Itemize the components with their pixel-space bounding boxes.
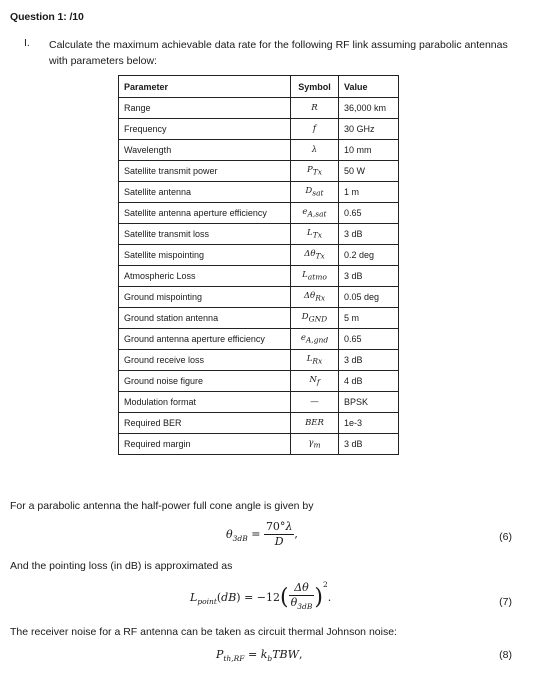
parameter-cell: Satellite transmit loss (119, 224, 291, 245)
symbol-cell: $L_{Tx}$ (291, 224, 339, 245)
header-symbol: Symbol (291, 76, 339, 98)
value-cell: 1 m (339, 182, 399, 203)
list-number: I. (24, 37, 30, 49)
table-row (119, 203, 399, 224)
value-cell: 3 dB (339, 434, 399, 455)
table-row (119, 182, 399, 203)
value-cell: 0.65 (339, 329, 399, 350)
table-row (119, 434, 399, 455)
parameter-cell: Ground receive loss (119, 350, 291, 371)
equation-number-7: (7) (499, 596, 512, 608)
table-row (119, 329, 399, 350)
parameter-table (118, 75, 399, 455)
equation-noise: $P_{th,RF} = k_bTBW$, (216, 648, 303, 664)
value-cell: 10 mm (339, 140, 399, 161)
parameter-cell: Ground mispointing (119, 287, 291, 308)
parameter-cell: Ground noise figure (119, 371, 291, 392)
symbol-cell: f (291, 119, 339, 140)
symbol-cell: $N_f$ (291, 371, 339, 392)
parameter-cell: Ground antenna aperture efficiency (119, 329, 291, 350)
equation-number-6: (6) (499, 531, 512, 543)
value-cell: 0.05 deg (339, 287, 399, 308)
value-cell: 0.2 deg (339, 245, 399, 266)
value-cell: 5 m (339, 308, 399, 329)
value-cell: 1e-3 (339, 413, 399, 434)
table-row (119, 266, 399, 287)
parameter-cell: Atmospheric Loss (119, 266, 291, 287)
table-row (119, 245, 399, 266)
value-cell: 30 GHz (339, 119, 399, 140)
equation-number-8: (8) (499, 649, 512, 661)
table-row (119, 161, 399, 182)
parameter-cell: Frequency (119, 119, 291, 140)
value-cell: 36,000 km (339, 98, 399, 119)
table-row (119, 350, 399, 371)
parameter-cell: Satellite antenna (119, 182, 291, 203)
parameter-cell: Satellite mispointing (119, 245, 291, 266)
value-cell: 3 dB (339, 350, 399, 371)
symbol-cell: — (291, 392, 339, 413)
paragraph-receiver-noise: The receiver noise for a RF antenna can be taken as circuit thermal Johnson noise: (10, 626, 397, 638)
parameter-cell: Satellite transmit power (119, 161, 291, 182)
table-header-row (119, 76, 399, 98)
symbol-cell: R (291, 98, 339, 119)
parameter-cell: Required BER (119, 413, 291, 434)
table-row (119, 140, 399, 161)
header-parameter: Parameter (119, 76, 291, 98)
symbol-cell: $P_{Tx}$ (291, 161, 339, 182)
paragraph-pointing-loss: And the pointing loss (in dB) is approximated as (10, 560, 233, 572)
equation-pointing-loss: $L_{point}(dB) = -12$( $\frac{\Delta\theta}{\theta_{3dB}}$ )$^2$. (190, 580, 332, 612)
symbol-cell: BER (291, 413, 339, 434)
table-row (119, 413, 399, 434)
header-value: Value (339, 76, 399, 98)
symbol-cell: $e_{A,gnd}$ (291, 329, 339, 350)
table-row (119, 392, 399, 413)
table-row (119, 98, 399, 119)
equation-beamwidth: $\theta_{3dB}$ = $\frac{70^\circ\lambda}{D}$ , (226, 520, 298, 548)
table-row (119, 371, 399, 392)
paragraph-beamwidth: For a parabolic antenna the half-power full cone angle is given by (10, 500, 314, 512)
parameter-cell: Required margin (119, 434, 291, 455)
question-intro: Calculate the maximum achievable data rate for the following RF link assuming parabolic antennas with parameters below: (49, 39, 508, 67)
parameter-cell: Modulation format (119, 392, 291, 413)
parameter-cell: Range (119, 98, 291, 119)
table-row (119, 287, 399, 308)
symbol-cell: $L_{atmo}$ (291, 266, 339, 287)
symbol-cell: λ (291, 140, 339, 161)
symbol-cell: $D_{GND}$ (291, 308, 339, 329)
value-cell: 0.65 (339, 203, 399, 224)
symbol-cell: $e_{A,sat}$ (291, 203, 339, 224)
table-body (119, 98, 399, 455)
value-cell: BPSK (339, 392, 399, 413)
symbol-cell: $\gamma_m$ (291, 434, 339, 455)
symbol-cell: $\Delta\theta_{Tx}$ (291, 245, 339, 266)
symbol-cell: $\Delta\theta_{Rx}$ (291, 287, 339, 308)
value-cell: 3 dB (339, 224, 399, 245)
table-row (119, 224, 399, 245)
value-cell: 4 dB (339, 371, 399, 392)
parameter-cell: Wavelength (119, 140, 291, 161)
question-title: Question 1: /10 (10, 11, 84, 23)
symbol-cell: $D_{sat}$ (291, 182, 339, 203)
parameter-cell: Ground station antenna (119, 308, 291, 329)
parameter-cell: Satellite antenna aperture efficiency (119, 203, 291, 224)
table-row (119, 308, 399, 329)
symbol-cell: $L_{Rx}$ (291, 350, 339, 371)
value-cell: 3 dB (339, 266, 399, 287)
table-row (119, 119, 399, 140)
value-cell: 50 W (339, 161, 399, 182)
